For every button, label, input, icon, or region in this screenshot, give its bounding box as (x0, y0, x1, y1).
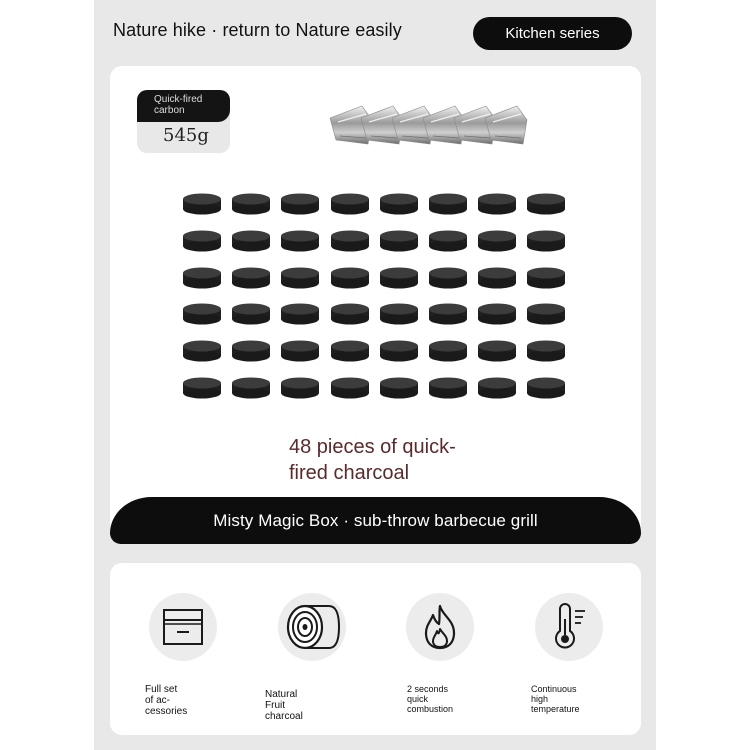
caption-line-2: fired charcoal (289, 462, 410, 484)
feature-label-1b: cessories (145, 706, 188, 717)
feature-label-3b: combustion (407, 704, 454, 714)
charcoal-tablet (182, 303, 222, 325)
charcoal-tablet (182, 230, 222, 252)
kitchen-series-button[interactable]: Kitchen series (473, 17, 632, 50)
charcoal-tablet (428, 193, 468, 215)
charcoal-tablet (280, 267, 320, 289)
page-tagline: Nature hike · return to Nature easily (113, 20, 402, 40)
feature-label-3a: 2 seconds quick (407, 684, 449, 704)
charcoal-tablet (280, 303, 320, 325)
charcoal-tablet (280, 193, 320, 215)
charcoal-tablet (379, 377, 419, 399)
thermometer-icon (535, 593, 603, 661)
charcoal-tablet (330, 267, 370, 289)
charcoal-tablet (182, 340, 222, 362)
charcoal-tablet (231, 230, 271, 252)
charcoal-tablet (428, 340, 468, 362)
charcoal-tablet (379, 267, 419, 289)
charcoal-tablet (526, 340, 566, 362)
charcoal-tablet (477, 267, 517, 289)
charcoal-tablet (231, 303, 271, 325)
charcoal-tablet (231, 340, 271, 362)
charcoal-rolls-image (328, 100, 552, 152)
product-banner: Misty Magic Box · sub-throw barbecue grill (110, 497, 641, 544)
charcoal-tablet (428, 377, 468, 399)
charcoal-tablet (330, 303, 370, 325)
charcoal-tablet (526, 303, 566, 325)
pieces-caption (289, 434, 509, 486)
charcoal-tablet (428, 230, 468, 252)
charcoal-tablet (280, 377, 320, 399)
accessories-box-icon (149, 593, 217, 661)
charcoal-tablet (280, 230, 320, 252)
charcoal-tablet (526, 267, 566, 289)
charcoal-tablet (428, 267, 468, 289)
feature-label-4a: Continuous high (531, 684, 577, 704)
charcoal-tablet (428, 303, 468, 325)
charcoal-tablet (231, 267, 271, 289)
feature-label-2a: Natural Fruit charcoal (265, 689, 303, 722)
charcoal-tablet (379, 230, 419, 252)
charcoal-tablet (477, 340, 517, 362)
caption-line-1: 48 pieces of quick- (289, 436, 456, 458)
charcoal-tablet (231, 377, 271, 399)
charcoal-tablet (477, 377, 517, 399)
charcoal-tablet (330, 340, 370, 362)
badge-weight: 545g (163, 125, 209, 146)
flame-icon (406, 593, 474, 661)
charcoal-tablet (477, 193, 517, 215)
charcoal-tablet (526, 193, 566, 215)
charcoal-tablet (379, 193, 419, 215)
charcoal-tablet (526, 377, 566, 399)
feature-label-1a: Full set of ac- (145, 684, 178, 706)
charcoal-tablet (231, 193, 271, 215)
charcoal-tablet (477, 230, 517, 252)
charcoal-tablet (379, 303, 419, 325)
charcoal-tablet (182, 377, 222, 399)
wood-log-icon (278, 593, 346, 661)
charcoal-tablet (379, 340, 419, 362)
charcoal-tablet (182, 267, 222, 289)
charcoal-tablet (526, 230, 566, 252)
badge-title: Quick-fired carbon (137, 90, 230, 122)
charcoal-tablet (182, 193, 222, 215)
weight-badge (137, 90, 230, 153)
charcoal-tablet (477, 303, 517, 325)
charcoal-roll (485, 106, 527, 144)
charcoal-tablets-grid (182, 193, 570, 403)
charcoal-tablet (330, 377, 370, 399)
charcoal-tablet (330, 230, 370, 252)
feature-label-4b: temperature (531, 704, 580, 714)
charcoal-tablet (280, 340, 320, 362)
charcoal-tablet (330, 193, 370, 215)
